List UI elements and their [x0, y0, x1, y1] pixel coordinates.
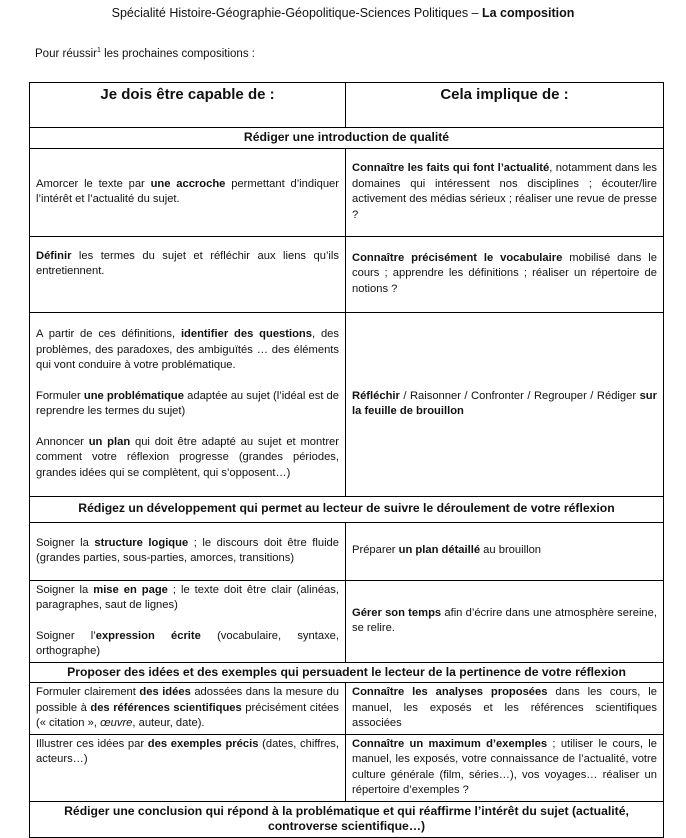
table-row [30, 734, 664, 801]
implication-cell [346, 580, 664, 662]
section-row-development [30, 496, 664, 522]
implication-cell [346, 236, 664, 312]
bold-span: Gérer son temps [352, 606, 442, 619]
paragraph [36, 629, 339, 660]
section-row-introduction [30, 128, 664, 149]
document-title [0, 6, 686, 20]
skill-cell [30, 522, 346, 580]
text-span: (vocabulaire, syntaxe, orthographe) [36, 629, 339, 657]
col1-header: Je dois être capable de : [30, 83, 346, 128]
bold-span: Réfléchir [352, 389, 400, 402]
text-span: , auteur, date). [132, 717, 205, 729]
text-span: précisément citées (« citation », [36, 701, 339, 729]
implication-cell [346, 148, 664, 236]
skill-cell [30, 683, 346, 735]
skill-cell [30, 148, 346, 236]
bold-span: des exemples précis [147, 737, 259, 750]
text-span: Formuler clairement [36, 686, 140, 698]
table-row [30, 522, 664, 580]
intro-text-before: Pour réussir [35, 47, 97, 60]
bold-span: une accroche [150, 177, 226, 190]
text-span: Soigner la [36, 583, 94, 596]
section-title-ideas: Proposer des idées et des exemples qui persuadent le lecteur de la pertinence de votre réflexion [30, 662, 664, 683]
text-span: mobilisé dans le cours ; apprendre les définitions ; réaliser un répertoire de notions ? [352, 251, 657, 295]
text-span: ; le texte doit être clair (alinéas, paragraphes, saut de lignes) [36, 583, 339, 611]
text-span: adaptée au sujet (l’idéal est de reprendre les termes du sujet) [36, 389, 339, 417]
bold-span: Connaître les faits qui font l’actualité [352, 162, 550, 174]
section-title-development: Rédigez un développement qui permet au lecteur de suivre le déroulement de votre réflexion [30, 496, 664, 522]
table-row [30, 580, 664, 662]
bold-span: Définir [36, 249, 72, 262]
text-span: / Raisonner / Confronter / Regrouper / Rédiger [399, 389, 640, 402]
implication-cell [346, 522, 664, 580]
bold-span: Connaître un maximum d’exemples [352, 737, 548, 750]
text-span: permettant d’indiquer l’intérêt et l’actualité du sujet. [36, 177, 339, 205]
section-title-conclusion: Rédiger une conclusion qui répond à la problématique et qui réaffirme l’intérêt du sujet (actualité, controverse scientifique…) [30, 801, 664, 837]
text-span: adossées dans la mesure du possible à [36, 686, 340, 714]
bold-span: mise en page [93, 583, 168, 596]
section-row-ideas [30, 662, 664, 683]
implication-cell [346, 312, 664, 496]
section-row-conclusion [30, 801, 664, 837]
text-span: ; utiliser le cours, le manuel, les exposés, votre connaissance de l’actualité, votre culture générale (film, séries…), vos voyages… réaliser un répertoire d’exemples ? [352, 737, 658, 796]
text-span: Annoncer [36, 435, 89, 448]
implication-cell [346, 683, 664, 735]
implication-cell [346, 734, 664, 801]
title-bold: La composition [481, 6, 575, 20]
table-row [30, 312, 664, 496]
text-span: ; le discours doit être fluide (grandes parties, sous-parties, amorces, transitions) [36, 536, 339, 564]
text-span: A partir de ces définitions, [36, 328, 181, 340]
table-row [30, 683, 664, 735]
skill-cell [30, 312, 346, 496]
paragraph [36, 435, 339, 482]
col2-header: Cela implique de : [346, 83, 664, 128]
intro-text-after: les prochaines compositions : [100, 47, 255, 60]
text-span: Soigner l’ [36, 629, 96, 642]
text-span: dans les cours, le manuel, les exposés et les références scientifiques associées [352, 686, 657, 729]
bold-span: sur la feuille de brouillon [352, 389, 657, 417]
bold-span: des idées [139, 686, 191, 698]
table-header-row [30, 83, 664, 128]
bold-span: un plan détaillé [398, 544, 481, 557]
intro-line [35, 47, 255, 60]
text-span: Préparer [352, 544, 399, 557]
skill-cell [30, 236, 346, 312]
paragraph [36, 327, 339, 374]
text-span: afin d’écrire dans une atmosphère sereine, se relire. [352, 606, 657, 634]
skill-cell [30, 734, 346, 801]
italic-span: œuvre [100, 717, 133, 729]
text-span: Amorcer le texte par [36, 177, 151, 190]
composition-table [29, 82, 664, 838]
section-title-introduction: Rédiger une introduction de qualité [30, 128, 664, 149]
title-prefix: Spécialité Histoire-Géographie-Géopolitique-Sciences Politiques – [111, 6, 482, 20]
bold-span: un plan [88, 435, 131, 448]
bold-span: expression écrite [95, 629, 201, 642]
text-span: les termes du sujet et réfléchir aux liens qu’ils entretiennent. [36, 249, 339, 277]
text-span: Illustrer ces idées par [36, 737, 148, 750]
paragraph [36, 389, 339, 420]
text-span: Formuler [36, 389, 84, 402]
bold-span: identifier des questions [180, 328, 312, 340]
text-span: qui doit être adapté au sujet et montrer comment votre réflexion progresse (grandes périodes, grandes idées qui se complètent, qui s’opposent…) [36, 435, 340, 479]
bold-span: une problématique [83, 389, 184, 402]
skill-cell [30, 580, 346, 662]
bold-span: des références scientifiques [90, 701, 242, 714]
text-span: , notamment dans les domaines qui intéressent nos disciplines ; écouter/lire activement des médias sérieux ; réaliser une revue de presse ? [352, 162, 657, 221]
bold-span: structure logique [94, 536, 189, 549]
table-row [30, 236, 664, 312]
bold-span: Connaître les analyses proposées [352, 686, 548, 698]
text-span: au brouillon [480, 544, 542, 557]
bold-span: Connaître précisément le vocabulaire [352, 251, 563, 264]
paragraph [36, 583, 339, 614]
table-row [30, 148, 664, 236]
text-span: Soigner la [36, 536, 95, 549]
text-span: , des problèmes, des paradoxes, des ambiguïtés … des éléments qui vont conduire à votre problématique. [36, 328, 339, 371]
text-span: (dates, chiffres, acteurs…) [36, 737, 339, 765]
footnote-mark: 1 [97, 47, 101, 54]
